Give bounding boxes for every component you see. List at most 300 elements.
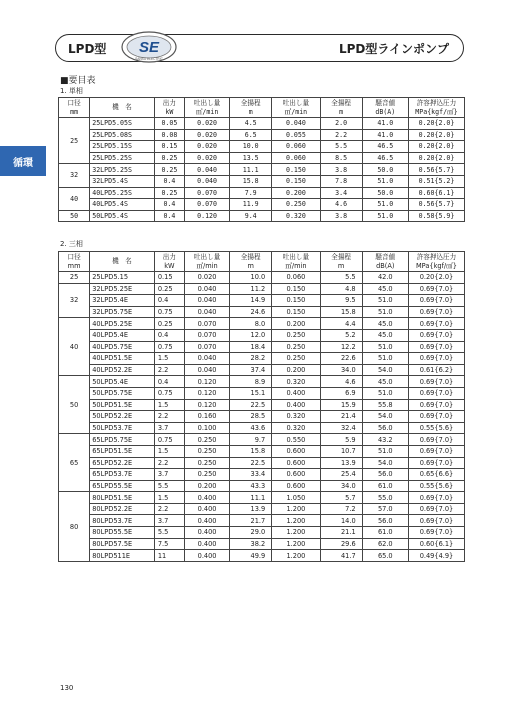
model-cell: 25LPD5.05S — [90, 118, 155, 130]
logo-subtext: SANSO ELECTRIC — [135, 57, 163, 61]
value-cell: 11 — [154, 550, 184, 562]
value-cell: 7.9 — [230, 187, 272, 199]
model-cell: 50LPD51.5E — [90, 399, 155, 411]
model-cell: 80LPD52.2E — [90, 503, 155, 515]
bore-cell: 65 — [59, 434, 90, 492]
value-cell: 51.0 — [362, 387, 408, 399]
value-cell: 0.69{7.0} — [408, 387, 464, 399]
value-cell: 51.0 — [362, 341, 408, 353]
value-cell: 0.75 — [154, 341, 184, 353]
value-cell: 5.5 — [154, 527, 184, 539]
value-cell: 37.4 — [230, 364, 272, 376]
model-cell: 32LPD5.4E — [90, 295, 155, 307]
value-cell: 0.040 — [184, 306, 229, 318]
model-cell: 80LPD55.5E — [90, 527, 155, 539]
value-cell: 0.060 — [272, 152, 320, 164]
value-cell: 7.8 — [320, 175, 362, 187]
value-cell: 24.6 — [230, 306, 272, 318]
brand-logo — [120, 27, 178, 67]
value-cell: 0.69{7.0} — [408, 515, 464, 527]
table-row — [59, 550, 465, 562]
value-cell: 15.8 — [320, 306, 362, 318]
table-row — [59, 353, 465, 365]
value-cell: 7.2 — [320, 503, 362, 515]
bore-cell: 40 — [59, 187, 90, 210]
value-cell: 0.25 — [154, 283, 184, 295]
value-cell: 12.0 — [230, 329, 272, 341]
value-cell: 0.4 — [154, 199, 184, 211]
value-cell: 3.8 — [320, 164, 362, 176]
value-cell: 0.69{7.0} — [408, 306, 464, 318]
column-header: 出力 kW — [154, 252, 184, 272]
model-cell: 40LPD5.4E — [90, 329, 155, 341]
value-cell: 0.58{5.9} — [408, 210, 464, 222]
table-row — [59, 457, 465, 469]
value-cell: 11.2 — [230, 283, 272, 295]
value-cell: 0.200 — [272, 364, 320, 376]
model-cell: 40LPD52.2E — [90, 364, 155, 376]
value-cell: 38.2 — [230, 538, 272, 550]
value-cell: 0.69{7.0} — [408, 445, 464, 457]
value-cell: 13.9 — [320, 457, 362, 469]
value-cell: 2.2 — [154, 457, 184, 469]
table-row — [59, 515, 465, 527]
value-cell: 0.020 — [184, 129, 229, 141]
value-cell: 0.69{7.0} — [408, 295, 464, 307]
column-header: 全揚程 m — [230, 98, 272, 118]
value-cell: 0.400 — [184, 492, 229, 504]
column-header: 吐出し量 ㎥/min — [272, 252, 320, 272]
column-header: 騒音値 dB(A) — [362, 252, 408, 272]
value-cell: 65.0 — [362, 550, 408, 562]
model-cell: 40LPD5.4S — [90, 199, 155, 211]
value-cell: 4.4 — [320, 318, 362, 330]
bore-cell: 50 — [59, 210, 90, 222]
value-cell: 45.0 — [362, 329, 408, 341]
value-cell: 0.69{7.0} — [408, 353, 464, 365]
value-cell: 51.0 — [362, 306, 408, 318]
model-cell: 65LPD55.5E — [90, 480, 155, 492]
value-cell: 0.25 — [154, 152, 184, 164]
value-cell: 41.0 — [362, 118, 408, 130]
value-cell: 0.20{2.0} — [408, 272, 464, 284]
model-cell: 80LPD51.5E — [90, 492, 155, 504]
value-cell: 45.0 — [362, 283, 408, 295]
value-cell: 0.150 — [272, 283, 320, 295]
value-cell: 0.400 — [184, 515, 229, 527]
model-cell: 40LPD5.75E — [90, 341, 155, 353]
table-row — [59, 538, 465, 550]
value-cell: 10.7 — [320, 445, 362, 457]
value-cell: 11.9 — [230, 199, 272, 211]
value-cell: 34.0 — [320, 364, 362, 376]
value-cell: 13.5 — [230, 152, 272, 164]
value-cell: 0.4 — [154, 376, 184, 388]
value-cell: 45.0 — [362, 376, 408, 388]
model-cell: 25LPD5.15S — [90, 141, 155, 153]
page-number: 130 — [60, 684, 74, 692]
bore-cell: 25 — [59, 272, 90, 284]
value-cell: 50.0 — [362, 164, 408, 176]
value-cell: 0.400 — [184, 550, 229, 562]
header-left-title: LPD型 — [68, 42, 107, 56]
value-cell: 0.55{5.6} — [408, 422, 464, 434]
column-header: 吐出し量 ㎥/min — [184, 98, 229, 118]
model-cell: 50LPD5.75E — [90, 387, 155, 399]
value-cell: 10.0 — [230, 141, 272, 153]
value-cell: 1.200 — [272, 538, 320, 550]
value-cell: 0.250 — [272, 353, 320, 365]
value-cell: 29.0 — [230, 527, 272, 539]
value-cell: 0.4 — [154, 175, 184, 187]
value-cell: 0.69{7.0} — [408, 411, 464, 423]
table-row — [59, 399, 465, 411]
value-cell: 54.0 — [362, 457, 408, 469]
model-cell: 32LPD5.4S — [90, 175, 155, 187]
bore-cell: 40 — [59, 318, 90, 376]
value-cell: 3.7 — [154, 422, 184, 434]
value-cell: 8.5 — [320, 152, 362, 164]
value-cell: 0.20{2.0} — [408, 141, 464, 153]
table-row — [59, 492, 465, 504]
value-cell: 0.060 — [272, 272, 320, 284]
value-cell: 15.1 — [230, 387, 272, 399]
value-cell: 11.1 — [230, 492, 272, 504]
single-phase-spec-table — [58, 97, 465, 222]
model-cell: 32LPD5.25E — [90, 283, 155, 295]
table-row — [59, 118, 465, 130]
value-cell: 43.2 — [362, 434, 408, 446]
value-cell: 57.0 — [362, 503, 408, 515]
model-cell: 80LPD53.7E — [90, 515, 155, 527]
column-header: 許容押込圧力 MPa{kgf/㎠} — [408, 98, 464, 118]
value-cell: 2.2 — [154, 364, 184, 376]
value-cell: 1.200 — [272, 503, 320, 515]
value-cell: 43.3 — [230, 480, 272, 492]
value-cell: 0.070 — [184, 199, 229, 211]
table-row — [59, 469, 465, 481]
value-cell: 3.7 — [154, 515, 184, 527]
value-cell: 0.49{4.9} — [408, 550, 464, 562]
value-cell: 32.4 — [320, 422, 362, 434]
value-cell: 1.5 — [154, 445, 184, 457]
value-cell: 0.51{5.2} — [408, 175, 464, 187]
value-cell: 0.75 — [154, 434, 184, 446]
value-cell: 9.4 — [230, 210, 272, 222]
value-cell: 0.020 — [184, 152, 229, 164]
value-cell: 0.75 — [154, 387, 184, 399]
side-tab-circulation: 循環 — [0, 146, 46, 176]
value-cell: 9.7 — [230, 434, 272, 446]
value-cell: 0.69{7.0} — [408, 527, 464, 539]
value-cell: 0.020 — [184, 141, 229, 153]
value-cell: 0.69{7.0} — [408, 503, 464, 515]
header-right-title: LPD型ラインポンプ — [338, 42, 449, 56]
value-cell: 12.2 — [320, 341, 362, 353]
value-cell: 0.070 — [184, 329, 229, 341]
column-header: 機 名 — [90, 98, 155, 118]
value-cell: 0.200 — [272, 318, 320, 330]
value-cell: 22.5 — [230, 399, 272, 411]
column-header: 許容押込圧力 MPa{kgf/㎠} — [408, 252, 464, 272]
column-header: 口径 mm — [59, 252, 90, 272]
value-cell: 15.8 — [230, 175, 272, 187]
value-cell: 49.9 — [230, 550, 272, 562]
value-cell: 0.120 — [184, 387, 229, 399]
value-cell: 0.070 — [184, 318, 229, 330]
value-cell: 0.69{7.0} — [408, 399, 464, 411]
value-cell: 51.0 — [362, 445, 408, 457]
value-cell: 5.5 — [154, 480, 184, 492]
value-cell: 0.250 — [184, 445, 229, 457]
value-cell: 0.040 — [184, 353, 229, 365]
column-header: 全揚程 m — [230, 252, 272, 272]
value-cell: 0.250 — [184, 434, 229, 446]
value-cell: 61.0 — [362, 480, 408, 492]
value-cell: 7.5 — [154, 538, 184, 550]
table-row — [59, 272, 465, 284]
value-cell: 0.69{7.0} — [408, 318, 464, 330]
value-cell: 0.040 — [184, 364, 229, 376]
table-row — [59, 422, 465, 434]
value-cell: 8.0 — [230, 318, 272, 330]
model-cell: 40LPD5.25E — [90, 318, 155, 330]
value-cell: 5.2 — [320, 329, 362, 341]
value-cell: 18.4 — [230, 341, 272, 353]
value-cell: 0.600 — [272, 445, 320, 457]
model-cell: 50LPD52.2E — [90, 411, 155, 423]
value-cell: 0.20{2.0} — [408, 129, 464, 141]
model-cell: 80LPD511E — [90, 550, 155, 562]
bore-cell: 80 — [59, 492, 90, 562]
value-cell: 0.040 — [184, 164, 229, 176]
value-cell: 5.7 — [320, 492, 362, 504]
value-cell: 50.0 — [362, 187, 408, 199]
value-cell: 0.200 — [184, 480, 229, 492]
value-cell: 4.8 — [320, 283, 362, 295]
value-cell: 0.120 — [184, 376, 229, 388]
column-header: 吐出し量 ㎥/min — [272, 98, 320, 118]
model-cell: 80LPD57.5E — [90, 538, 155, 550]
value-cell: 0.60{6.1} — [408, 538, 464, 550]
three-phase-spec-table — [58, 251, 465, 562]
value-cell: 45.0 — [362, 318, 408, 330]
value-cell: 0.320 — [272, 376, 320, 388]
value-cell: 0.040 — [184, 283, 229, 295]
value-cell: 22.5 — [230, 457, 272, 469]
bore-cell: 50 — [59, 376, 90, 434]
value-cell: 1.5 — [154, 399, 184, 411]
value-cell: 51.0 — [362, 353, 408, 365]
value-cell: 0.020 — [184, 118, 229, 130]
value-cell: 0.4 — [154, 329, 184, 341]
column-header: 騒音値 dB(A) — [362, 98, 408, 118]
value-cell: 62.0 — [362, 538, 408, 550]
table-row — [59, 129, 465, 141]
model-cell: 50LPD5.4E — [90, 376, 155, 388]
value-cell: 0.160 — [184, 411, 229, 423]
table-row — [59, 164, 465, 176]
value-cell: 2.2 — [154, 503, 184, 515]
value-cell: 0.100 — [184, 422, 229, 434]
value-cell: 34.0 — [320, 480, 362, 492]
value-cell: 3.8 — [320, 210, 362, 222]
value-cell: 0.20{2.0} — [408, 152, 464, 164]
column-header: 出力 kW — [154, 98, 184, 118]
value-cell: 8.9 — [230, 376, 272, 388]
value-cell: 0.56{5.7} — [408, 164, 464, 176]
value-cell: 4.6 — [320, 199, 362, 211]
value-cell: 0.25 — [154, 187, 184, 199]
value-cell: 0.55{5.6} — [408, 480, 464, 492]
value-cell: 3.7 — [154, 469, 184, 481]
table-row — [59, 199, 465, 211]
value-cell: 0.69{7.0} — [408, 492, 464, 504]
value-cell: 0.020 — [184, 272, 229, 284]
model-cell: 40LPD51.5E — [90, 353, 155, 365]
value-cell: 0.200 — [272, 187, 320, 199]
value-cell: 0.15 — [154, 272, 184, 284]
value-cell: 4.6 — [320, 376, 362, 388]
model-cell: 25LPD5.15 — [90, 272, 155, 284]
table-row — [59, 210, 465, 222]
model-cell: 50LPD5.4S — [90, 210, 155, 222]
value-cell: 0.56{5.7} — [408, 199, 464, 211]
page-header — [55, 34, 464, 62]
value-cell: 0.070 — [184, 341, 229, 353]
value-cell: 0.150 — [272, 306, 320, 318]
value-cell: 1.050 — [272, 492, 320, 504]
model-cell: 65LPD53.7E — [90, 469, 155, 481]
value-cell: 51.0 — [362, 199, 408, 211]
value-cell: 0.250 — [272, 341, 320, 353]
value-cell: 6.9 — [320, 387, 362, 399]
table-row — [59, 503, 465, 515]
value-cell: 0.400 — [184, 527, 229, 539]
value-cell: 0.250 — [184, 457, 229, 469]
logo-text: SE — [138, 39, 160, 56]
table-row — [59, 187, 465, 199]
value-cell: 29.6 — [320, 538, 362, 550]
value-cell: 0.400 — [272, 399, 320, 411]
value-cell: 2.2 — [154, 411, 184, 423]
value-cell: 28.2 — [230, 353, 272, 365]
table-row — [59, 480, 465, 492]
value-cell: 21.7 — [230, 515, 272, 527]
value-cell: 0.69{7.0} — [408, 341, 464, 353]
three-phase-subtitle: 2. 三相 — [60, 240, 83, 248]
value-cell: 0.250 — [272, 329, 320, 341]
value-cell: 4.5 — [230, 118, 272, 130]
value-cell: 22.6 — [320, 353, 362, 365]
value-cell: 1.200 — [272, 515, 320, 527]
value-cell: 41.7 — [320, 550, 362, 562]
value-cell: 33.4 — [230, 469, 272, 481]
value-cell: 1.5 — [154, 492, 184, 504]
value-cell: 56.0 — [362, 469, 408, 481]
table-row — [59, 175, 465, 187]
value-cell: 0.250 — [272, 199, 320, 211]
value-cell: 0.600 — [272, 480, 320, 492]
column-header: 機 名 — [90, 252, 155, 272]
value-cell: 56.0 — [362, 422, 408, 434]
bore-cell: 32 — [59, 164, 90, 187]
value-cell: 0.040 — [184, 295, 229, 307]
value-cell: 0.120 — [184, 210, 229, 222]
column-header: 全揚程 m — [320, 98, 362, 118]
model-cell: 65LPD5.75E — [90, 434, 155, 446]
value-cell: 3.4 — [320, 187, 362, 199]
table-row — [59, 141, 465, 153]
value-cell: 0.320 — [272, 422, 320, 434]
table-row — [59, 152, 465, 164]
value-cell: 1.200 — [272, 550, 320, 562]
table-row — [59, 411, 465, 423]
value-cell: 0.69{7.0} — [408, 329, 464, 341]
table-row — [59, 445, 465, 457]
model-cell: 25LPD5.08S — [90, 129, 155, 141]
value-cell: 0.69{7.0} — [408, 434, 464, 446]
value-cell: 10.0 — [230, 272, 272, 284]
single-phase-subtitle: 1. 単相 — [60, 87, 83, 95]
value-cell: 42.0 — [362, 272, 408, 284]
column-header: 全揚程 m — [320, 252, 362, 272]
column-header: 口径 mm — [59, 98, 90, 118]
value-cell: 0.070 — [184, 187, 229, 199]
value-cell: 0.4 — [154, 210, 184, 222]
value-cell: 0.25 — [154, 164, 184, 176]
table-row — [59, 283, 465, 295]
value-cell: 0.08 — [154, 129, 184, 141]
value-cell: 0.600 — [272, 457, 320, 469]
model-cell: 65LPD52.2E — [90, 457, 155, 469]
value-cell: 2.0 — [320, 118, 362, 130]
value-cell: 0.69{7.0} — [408, 283, 464, 295]
value-cell: 41.0 — [362, 129, 408, 141]
value-cell: 0.550 — [272, 434, 320, 446]
value-cell: 61.0 — [362, 527, 408, 539]
value-cell: 25.4 — [320, 469, 362, 481]
value-cell: 55.8 — [362, 399, 408, 411]
value-cell: 0.4 — [154, 295, 184, 307]
value-cell: 0.65{6.6} — [408, 469, 464, 481]
value-cell: 0.400 — [184, 503, 229, 515]
value-cell: 0.69{7.0} — [408, 376, 464, 388]
value-cell: 51.0 — [362, 175, 408, 187]
value-cell: 51.0 — [362, 210, 408, 222]
bore-cell: 32 — [59, 283, 90, 318]
value-cell: 13.9 — [230, 503, 272, 515]
value-cell: 11.1 — [230, 164, 272, 176]
value-cell: 28.5 — [230, 411, 272, 423]
value-cell: 54.0 — [362, 411, 408, 423]
model-cell: 32LPD5.75E — [90, 306, 155, 318]
value-cell: 6.5 — [230, 129, 272, 141]
value-cell: 0.69{7.0} — [408, 457, 464, 469]
value-cell: 5.5 — [320, 272, 362, 284]
value-cell: 46.5 — [362, 152, 408, 164]
value-cell: 5.5 — [320, 141, 362, 153]
table-row — [59, 527, 465, 539]
value-cell: 56.0 — [362, 515, 408, 527]
value-cell: 0.600 — [272, 469, 320, 481]
value-cell: 0.040 — [272, 118, 320, 130]
table-row — [59, 329, 465, 341]
value-cell: 0.040 — [184, 175, 229, 187]
value-cell: 21.1 — [320, 527, 362, 539]
value-cell: 0.400 — [272, 387, 320, 399]
table-row — [59, 364, 465, 376]
